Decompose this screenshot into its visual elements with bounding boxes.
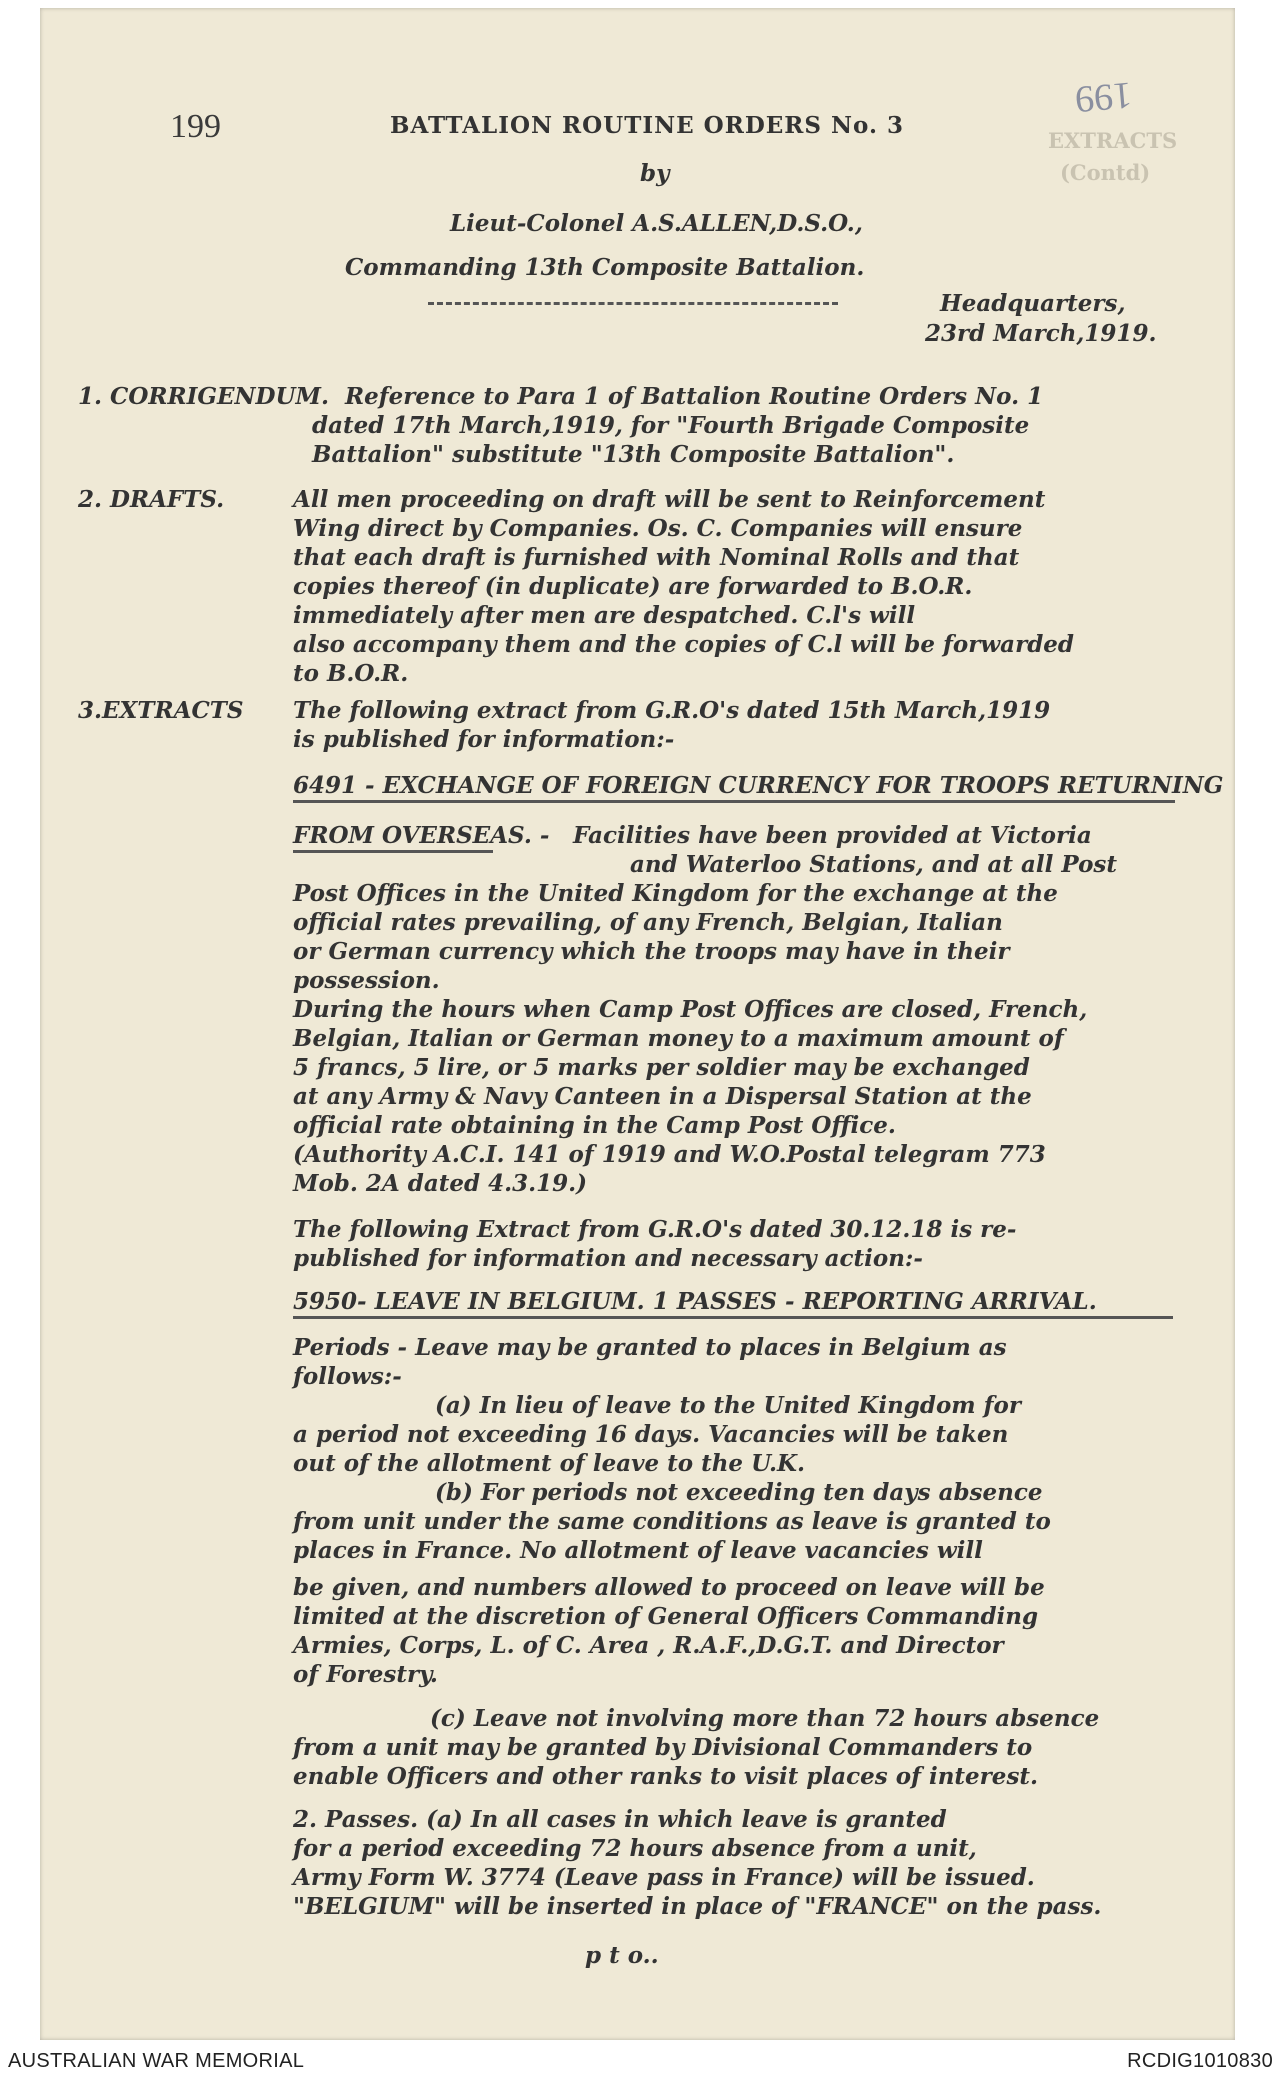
belgium-line: 2. Passes. (a) In all cases in which leave is granted [293,1806,947,1833]
folio-number: 199 [170,108,221,145]
section-2-line: copies thereof (in duplicate) are forwarded to B.O.R. [293,573,973,600]
corner-folio-stamp: 199 [1073,73,1134,121]
title-underline [293,850,493,853]
belgium-line: out of the allotment of leave to the U.K. [293,1450,806,1477]
currency-line: During the hours when Camp Post Offices are closed, French, [293,996,1088,1023]
currency-line: (Authority A.C.I. 141 of 1919 and W.O.Postal telegram 773 [293,1141,1046,1168]
orders-title: BATTALION ROUTINE ORDERS No. 3 [390,112,904,139]
belgium-line: of Forestry. [293,1661,438,1688]
title-underline [293,800,1175,803]
orders-by: by [640,160,670,187]
orders-date: 23rd March,1919. [925,320,1157,347]
section-2-line: to B.O.R. [293,660,409,687]
currency-line: at any Army & Navy Canteen in a Dispersal Station at the [293,1083,1032,1110]
belgium-line: (b) For periods not exceeding ten days absence [435,1479,1043,1506]
belgium-line: from unit under the same conditions as leave is granted to [293,1508,1051,1535]
section-2-line: that each draft is furnished with Nominal Rolls and that [293,544,1020,571]
archive-name: AUSTRALIAN WAR MEMORIAL [8,2050,305,2072]
belgium-line: be given, and numbers allowed to proceed on leave will be [293,1574,1045,1601]
currency-line: or German currency which the troops may have in their [293,938,1010,965]
currency-line: 5 francs, 5 lire, or 5 marks per soldier may be exchanged [293,1054,1030,1081]
section-3-intro-2: The following Extract from G.R.O's dated 30.12.18 is re- [293,1216,1017,1243]
currency-line: Facilities have been provided at Victoria [573,822,1092,849]
section-1-line: Reference to Para 1 of Battalion Routine Orders No. 1 [345,383,1044,410]
currency-line: official rates prevailing, of any French, Belgian, Italian [293,909,1003,936]
show-through-subheading: (Contd) [1060,160,1151,185]
currency-exchange-title: 6491 - EXCHANGE OF FOREIGN CURRENCY FOR TROOPS RETURNING [293,772,1224,799]
section-2-heading: 2. DRAFTS. [78,486,225,513]
archive-reference: RCDIG1010830 [1127,2050,1273,2072]
command-line: Commanding 13th Composite Battalion. [345,254,865,281]
section-2-line: All men proceeding on draft will be sent to Reinforcement [293,486,1046,513]
section-1-line: Battalion" substitute "13th Composite Battalion". [312,441,955,468]
section-3-intro-2: published for information and necessary action:- [293,1245,923,1272]
currency-line: Mob. 2A dated 4.3.19.) [293,1170,588,1197]
section-2-line: Wing direct by Companies. Os. C. Companies will ensure [293,515,1023,542]
currency-line: Belgian, Italian or German money to a maximum amount of [293,1025,1064,1052]
belgium-line: "BELGIUM" will be inserted in place of "FRANCE" on the pass. [293,1893,1102,1920]
belgium-line: enable Officers and other ranks to visit places of interest. [293,1763,1039,1790]
section-1-line: dated 17th March,1919, for "Fourth Brigade Composite [312,412,1030,439]
belgium-line: limited at the discretion of General Officers Commanding [293,1603,1039,1630]
show-through-heading: EXTRACTS [1048,128,1178,153]
currency-line: possession. [293,967,440,994]
title-underline [293,1316,1173,1319]
commanding-officer: Lieut-Colonel A.S.ALLEN,D.S.O., [450,210,863,237]
currency-exchange-title-cont: FROM OVERSEAS. - [293,822,550,849]
belgium-leave-title: 5950- LEAVE IN BELGIUM. 1 PASSES - REPORTING ARRIVAL. [293,1288,1097,1315]
currency-line: and Waterloo Stations, and at all Post [630,851,1117,878]
belgium-line: a period not exceeding 16 days. Vacancies will be taken [293,1421,1009,1448]
belgium-line: from a unit may be granted by Divisional Commanders to [293,1734,1033,1761]
header-dashed-rule [428,302,838,305]
section-3-intro: The following extract from G.R.O's dated 15th March,1919 [293,697,1051,724]
please-turn-over: p t o.. [585,1942,659,1969]
section-2-line: immediately after men are despatched. C.l's will [293,602,916,629]
belgium-line: follows:- [293,1363,402,1390]
belgium-line: Army Form W. 3774 (Leave pass in France) will be issued. [293,1864,1035,1891]
section-1-heading: 1. CORRIGENDUM. [78,383,330,410]
currency-line: Post Offices in the United Kingdom for the exchange at the [293,880,1058,907]
headquarters: Headquarters, [940,290,1126,317]
belgium-line: (c) Leave not involving more than 72 hours absence [430,1705,1100,1732]
currency-line: official rate obtaining in the Camp Post Office. [293,1112,896,1139]
section-2-line: also accompany them and the copies of C.l will be forwarded [293,631,1074,658]
section-3-heading: 3.EXTRACTS [78,697,244,724]
belgium-line: places in France. No allotment of leave vacancies will [293,1537,983,1564]
belgium-line: Armies, Corps, L. of C. Area , R.A.F.,D.G.T. and Director [293,1632,1004,1659]
section-3-intro: is published for information:- [293,726,675,753]
belgium-line: Periods - Leave may be granted to places in Belgium as [293,1334,1007,1361]
belgium-line: for a period exceeding 72 hours absence from a unit, [293,1835,977,1862]
belgium-line: (a) In lieu of leave to the United Kingdom for [435,1392,1021,1419]
